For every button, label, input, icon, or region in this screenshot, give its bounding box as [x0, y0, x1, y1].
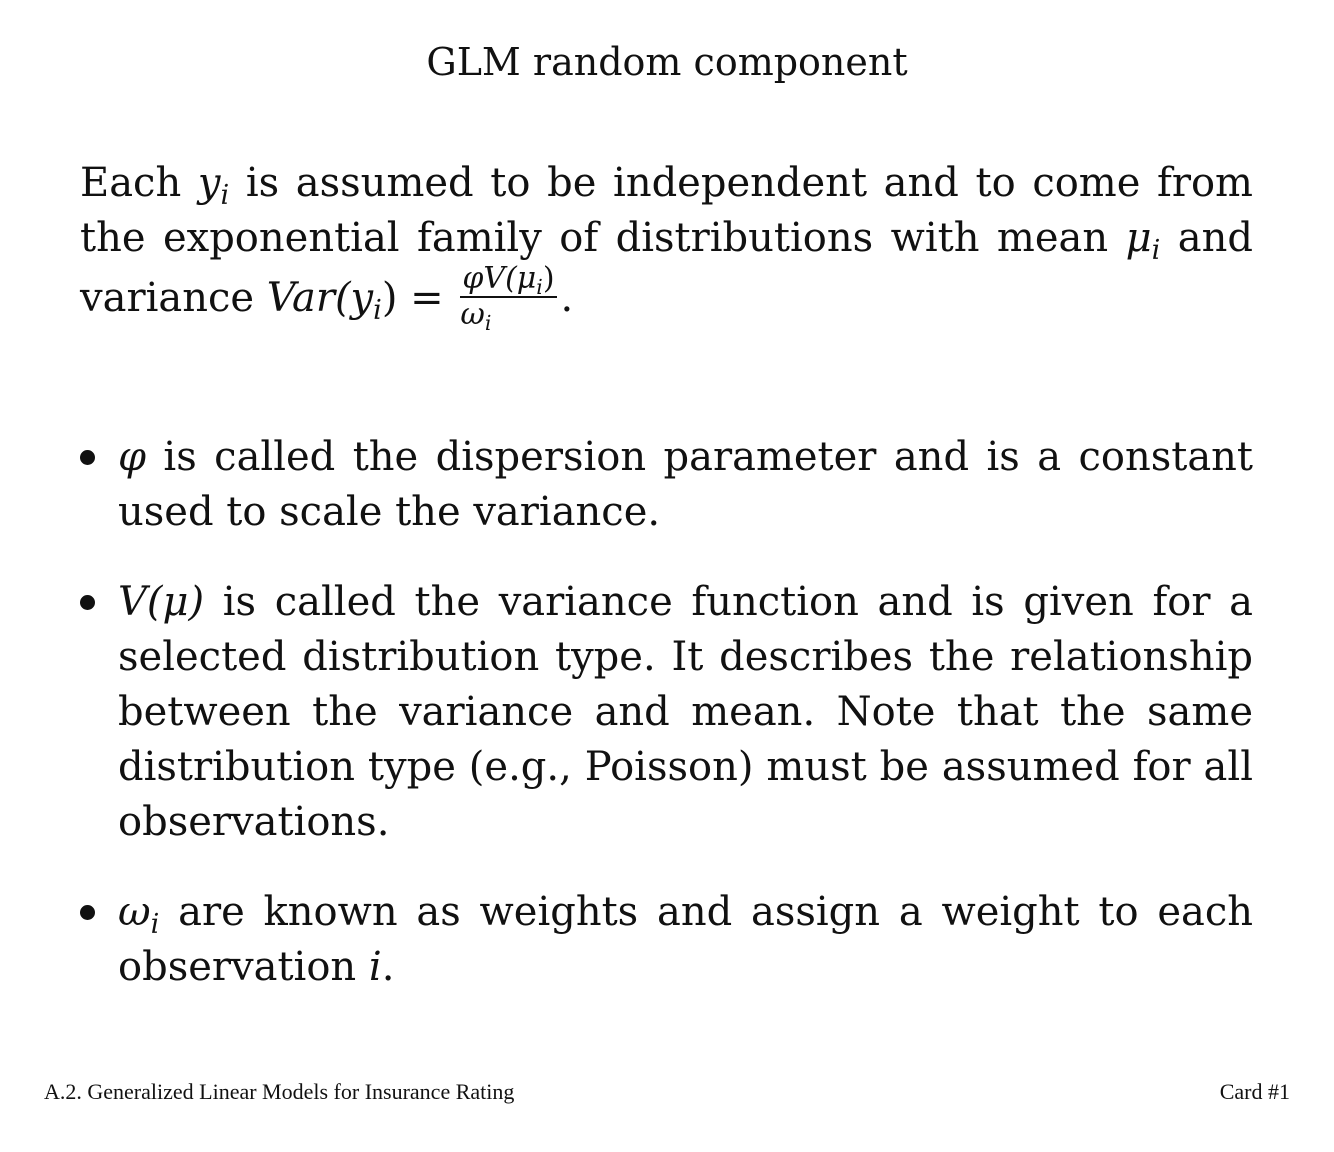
bullet-weights [80, 885, 1253, 995]
math-y: y [197, 160, 221, 206]
math-var-close: ) [381, 275, 398, 321]
footer-card-number: Card #1 [1219, 1079, 1290, 1104]
intro-period: . [560, 275, 574, 321]
bullet-dispersion [80, 430, 1253, 540]
intro-text-2: is assumed to be independent and to come from the exponential family of distributions with mean [80, 160, 1253, 261]
fraction-numerator [460, 262, 556, 298]
bullet-dot-icon [80, 450, 95, 465]
bullet-dot-icon [80, 905, 95, 920]
bullet-dot-icon [80, 595, 95, 610]
math-omega: ω [118, 889, 151, 935]
bullet-list [80, 430, 1253, 1030]
footer-source: A.2. Generalized Linear Models for Insurance Rating [44, 1079, 515, 1104]
intro-paragraph [80, 156, 1253, 336]
math-subscript-i: i [373, 295, 382, 327]
numerator-close: ) [542, 261, 555, 296]
variance-fraction [460, 261, 556, 336]
math-var-lhs: Var(y [266, 275, 374, 321]
page-title: GLM random component [426, 40, 908, 84]
bullet-text: is called the dispersion parameter and is a constant used to scale the variance. [118, 434, 1253, 535]
math-i: i [368, 944, 382, 990]
math-subscript-i: i [1151, 235, 1161, 267]
bullet-tail: . [381, 944, 395, 990]
math-equals: = [397, 275, 457, 321]
denominator-omega: ω [460, 297, 485, 332]
intro-text-1: Each [80, 160, 198, 206]
bullet-text: is called the variance function and is given for a selected distribution type. It describes the relationship between the variance and mean. Note that the same distribution type (e.g., Poisson) must be assumed for all observations. [118, 579, 1253, 845]
math-mu: μ [1125, 215, 1152, 261]
math-subscript-i: i [484, 311, 492, 336]
math-v-mu: V(μ) [118, 579, 205, 625]
math-phi: φ [118, 434, 147, 480]
math-subscript-i: i [536, 275, 543, 300]
math-subscript-i: i [220, 180, 230, 212]
numerator-text: φV(μ [462, 261, 537, 296]
intro-text-3: and variance [80, 215, 1253, 321]
bullet-text: are known as weights and assign a weight to each observation [118, 889, 1253, 990]
math-subscript-i: i [150, 909, 160, 941]
fraction-denominator [460, 297, 556, 336]
bullet-variance-function [80, 575, 1253, 850]
